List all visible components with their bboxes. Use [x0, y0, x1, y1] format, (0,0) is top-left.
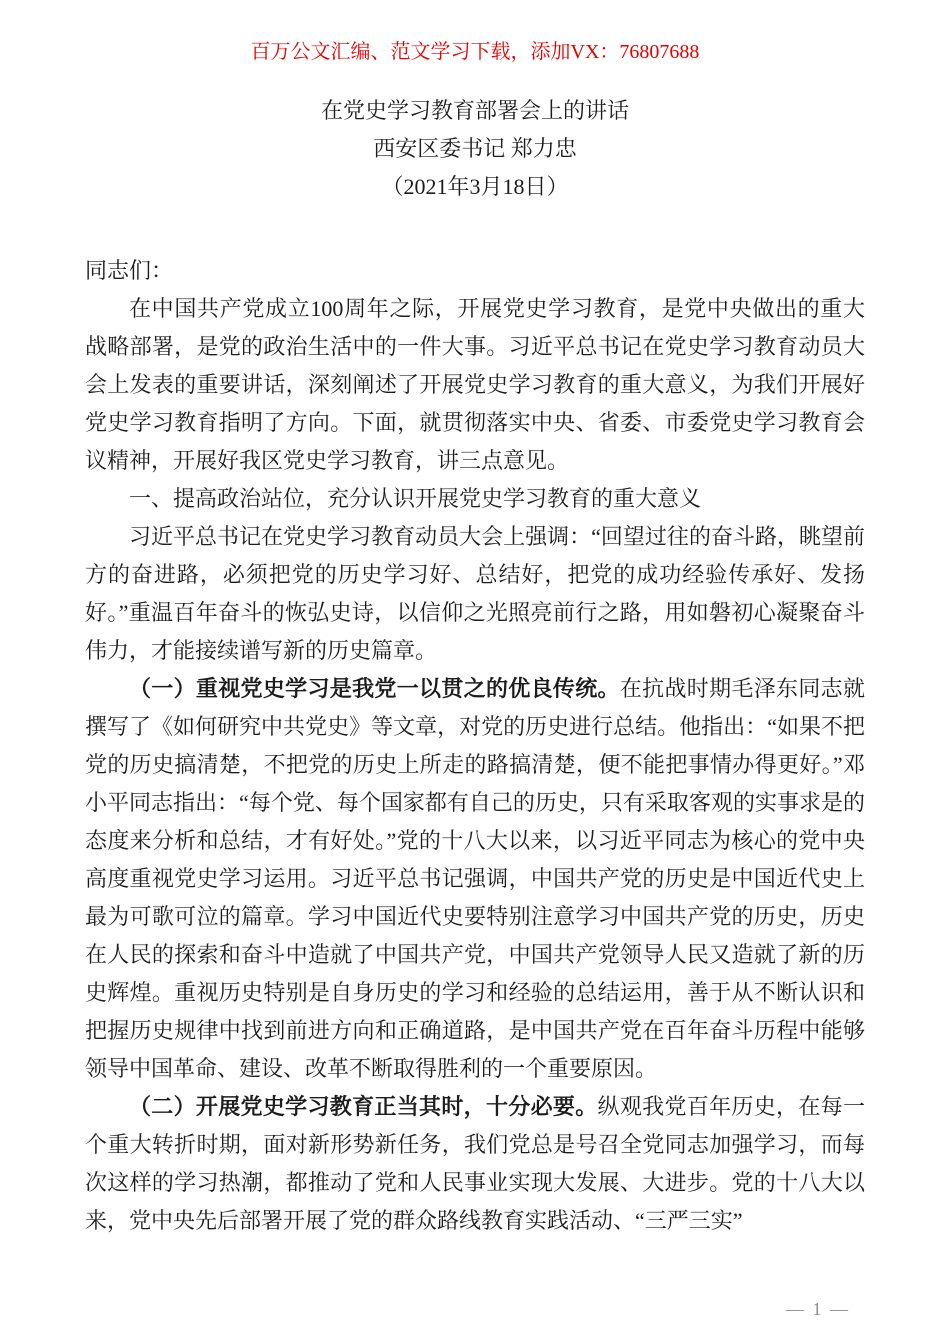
document-date: （2021年3月18日）	[381, 174, 569, 199]
paragraph-point-2: （二）开展党史学习教育正当其时，十分必要。纵观我党百年历史，在每一个重大转折时期，面对新形势新任务，我们党总是号召全党同志加强学习，而每次这样的学习热潮，都推动了党和人民事业实现大发展、大进步。党的十八大以来，党中央先后部署开展了党的群众路线教育实践活动、“三严三实”	[85, 1094, 865, 1233]
paragraph-lead-bold: （一）重视党史学习是我党一以贯之的优良传统。	[129, 676, 620, 701]
title-block	[85, 92, 865, 206]
header-notice: 百万公文汇编、范文学习下载，添加VX：76807688	[250, 41, 700, 63]
document-author: 西安区委书记 郑力忠	[373, 136, 577, 161]
paragraph-intro: 在中国共产党成立100周年之际，开展党史学习教育，是党中央做出的重大战略部署，是党的政治生活中的一件大事。习近平总书记在党史学习教育动员大会上发表的重要讲话，深刻阐述了开展党史学习教育的重大意义，为我们开展好党史学习教育指明了方向。下面，就贯彻落实中央、省委、市委党史学习教育会议精神，开展好我区党史学习教育，讲三点意见。	[85, 296, 865, 473]
document-title: 在党史学习教育部署会上的讲话	[320, 98, 629, 123]
section-heading-1: 一、提高政治站位，充分认识开展党史学习教育的重大意义	[129, 486, 702, 511]
page-number: — 1 —	[786, 1299, 850, 1319]
paragraph-quote: 习近平总书记在党史学习教育动员大会上强调：“回望过往的奋斗路，眺望前方的奋进路，必须把党的历史学习好、总结好，把党的成功经验传承好、发扬好。”重温百年奋斗的恢弘史诗，以信仰之光照亮前行之路，用如磐初心凝聚奋斗伟力，才能接续谱写新的历史篇章。	[85, 524, 865, 663]
paragraph-point-1: （一）重视党史学习是我党一以贯之的优良传统。在抗战时期毛泽东同志就撰写了《如何研究中共党史》等文章，对党的历史进行总结。他指出：“如果不把党的历史搞清楚，不把党的历史上所走的路搞清楚，便不能把事情办得更好。”邓小平同志指出：“每个党、每个国家都有自己的历史，只有采取客观的实事求是的态度来分析和总结，才有好处。”党的十八大以来，以习近平同志为核心的党中央高度重视党史学习运用。习近平总书记强调，中国共产党的历史是中国近代史上最为可歌可泣的篇章。学习中国近代史要特别注意学习中国共产党的历史，历史在人民的探索和奋斗中造就了中国共产党，中国共产党领导人民又造就了新的历史辉煌。重视历史特别是自身历史的学习和经验的总结运用，善于从不断认识和把握历史规律中找到前进方向和正确道路，是中国共产党在百年奋斗历程中能够领导中国革命、建设、改革不断取得胜利的一个重要原因。	[85, 676, 865, 1081]
paragraph-lead-bold: （二）开展党史学习教育正当其时，十分必要。	[129, 1094, 598, 1119]
salutation: 同志们：	[85, 258, 174, 283]
document-body	[85, 252, 865, 1240]
